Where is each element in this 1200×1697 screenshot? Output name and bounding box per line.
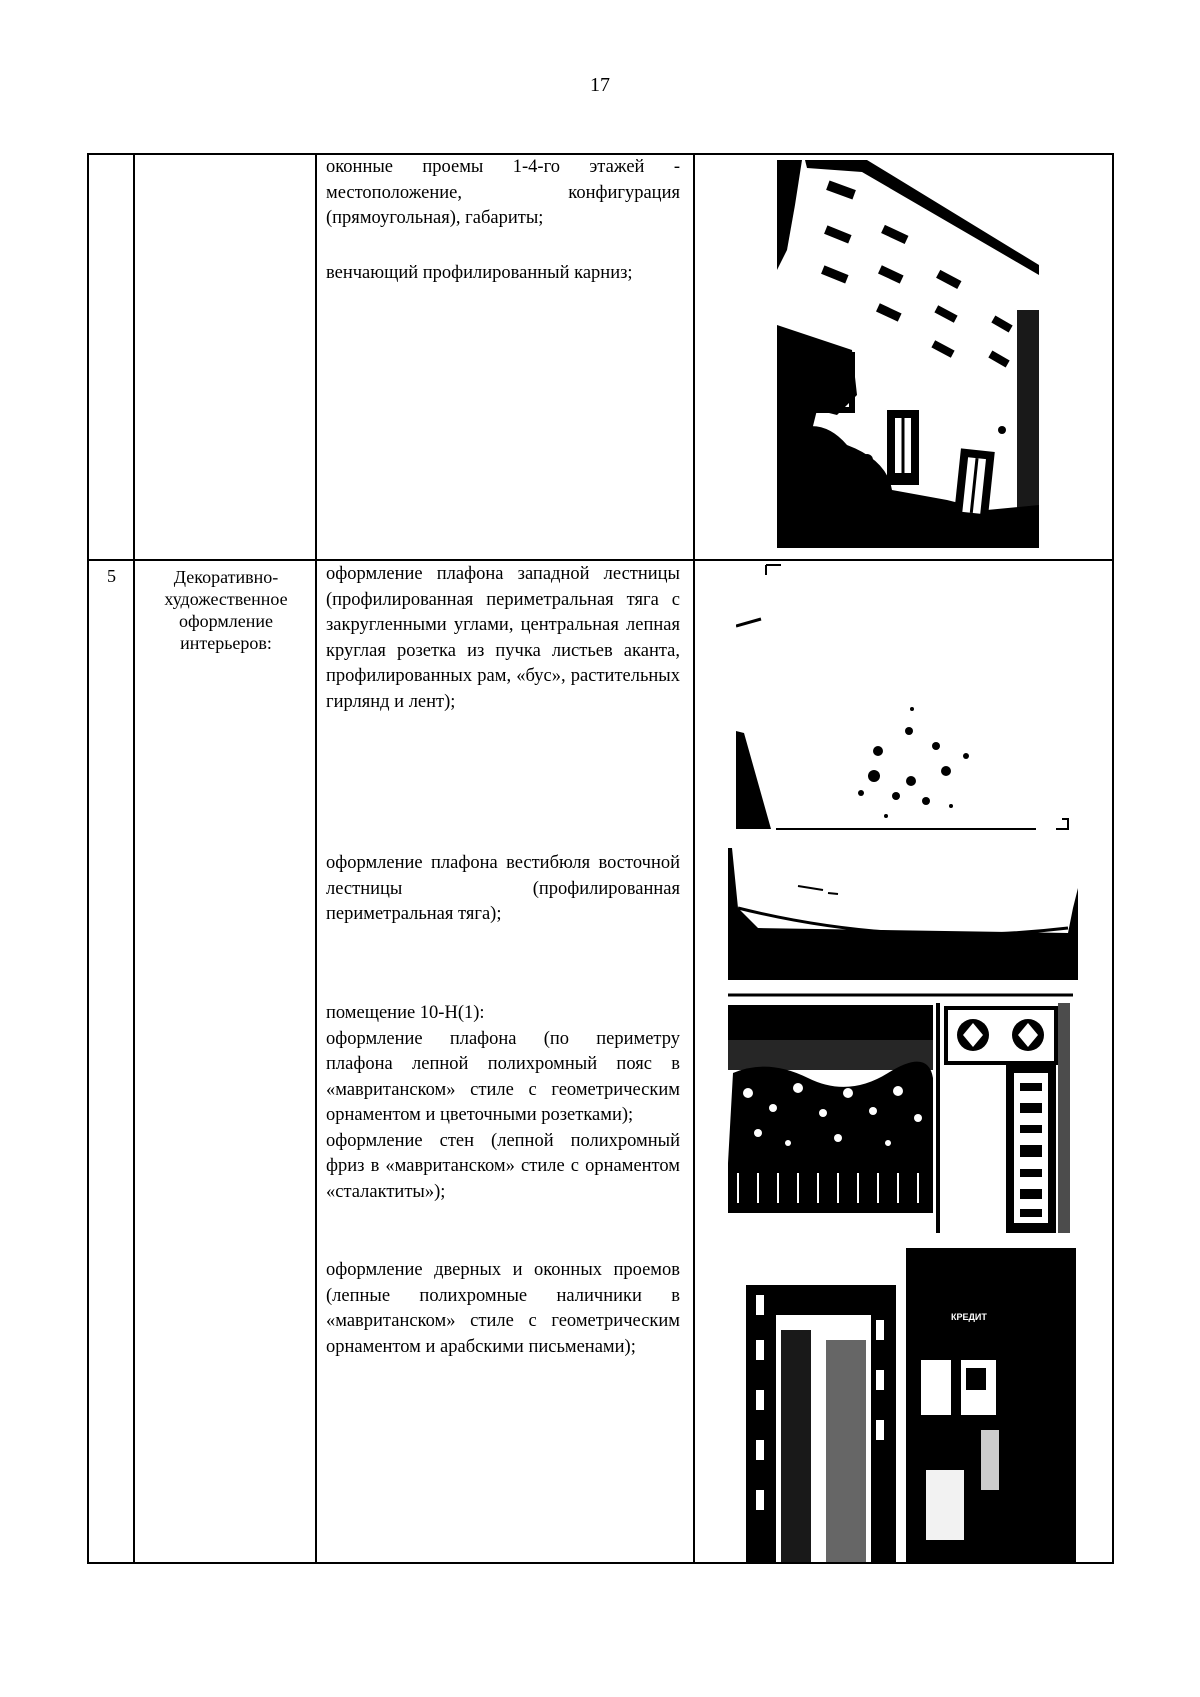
column-divider — [693, 153, 695, 1564]
row-number: 5 — [107, 566, 116, 586]
table-cell-text: оконные проемы 1-4-го этажей - местоположение, конфигурация (прямоугольная), габариты; — [326, 157, 680, 228]
room-label: помещение 10-Н(1): — [326, 1003, 485, 1023]
moorish-ornament-photo — [728, 993, 1073, 1235]
page-number: 17 — [590, 74, 610, 96]
table-cell-text: оформление дверных и оконных проемов (лепные полихромные наличники в «мавританском» стиле с геометрическим орнаментом и арабскими письменами); — [326, 1260, 680, 1357]
facade-photo — [777, 160, 1039, 548]
column-divider — [133, 153, 135, 1564]
table-cell-text: венчающий профилированный карниз; — [326, 263, 633, 283]
column-divider — [315, 153, 317, 1564]
door-sign: КРЕДИТ — [951, 1312, 987, 1322]
table-cell-text — [326, 1001, 680, 1205]
ceiling-rosette-photo — [736, 561, 1076, 831]
ceiling-description: оформление плафона (по периметру плафона лепной полихромный пояс в «мавританском» стиле с геометрическим орнаментом и цветочными розетками); — [326, 1028, 680, 1125]
wall-description: оформление стен (лепной полихромный фриз в «мавританском» стиле с орнаментом «сталактиты»); — [326, 1130, 680, 1202]
moorish-doorway-photo — [736, 1240, 1076, 1562]
row-title: Декоративно-художественное оформление интерьеров: — [164, 567, 288, 653]
table-cell-text: оформление плафона вестибюля восточной лестницы (профилированная периметральная тяга); — [326, 853, 680, 924]
vestibule-ceiling-photo — [728, 848, 1078, 980]
table-cell-text: оформление плафона западной лестницы (профилированная периметральная тяга с закругленными углами, центральная лепная круглая розетка из пучка листьев аканта, профилированных рам, «бус», растительных гирлянд и лент); — [326, 564, 680, 712]
